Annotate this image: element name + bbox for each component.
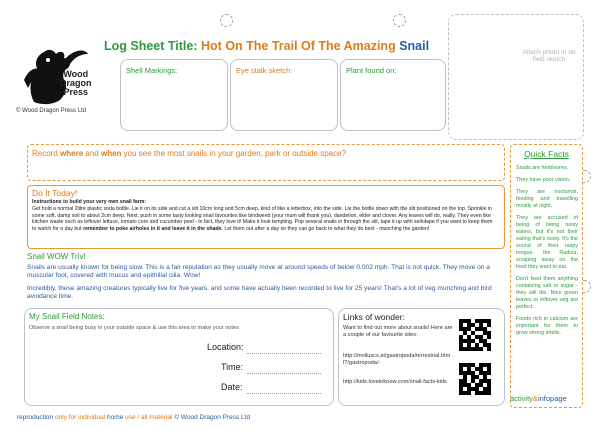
time-line[interactable]: [247, 373, 321, 374]
record-word-when: when: [100, 149, 122, 158]
shell-markings-panel[interactable]: [120, 59, 228, 131]
footer-copyright: © Wood Dragon Press Ltd: [174, 414, 251, 421]
infopage-word: infopage: [537, 394, 567, 403]
trivia-p2: Incredibly, these amazing creatures typically live for five years, and some have actually been recorded to live for 25 years! That's a lot of veg munching and bird avoidance time.: [27, 285, 492, 301]
title-subject-end: Snail: [399, 39, 430, 53]
quick-facts-list: [516, 165, 578, 342]
footer-word-reproduction: reproduction: [17, 414, 54, 421]
quick-fact: Don't feed them anything containing salt or sugar - they will die. Nice green leaves or leftover veg are perfect.: [516, 276, 578, 310]
trivia-p1: Snails are usually known for being slow. This is a fair reputation as they usually move at around speeds of below 0.002 mph. That is not quick. They move on a muscular foot, covered with mucus and epithilial cilia. Wow!: [27, 264, 490, 280]
trivia-heading: Snail WOW Triv!: [27, 252, 86, 261]
brand-name-line2: Dragon: [60, 78, 92, 88]
links-intro: Want to find out more about snails! Here are a couple of our favourite sites:: [343, 325, 453, 338]
page-title: [104, 39, 429, 53]
eye-stalk-panel[interactable]: [230, 59, 338, 131]
qr-code-icon[interactable]: [459, 319, 491, 351]
do-it-today-box: [27, 185, 505, 249]
title-subject: Hot On The Trail Of The Amazing: [201, 39, 396, 53]
attach-photo-label: Attach photo or do field sketch: [522, 49, 576, 63]
brand-copyright: © Wood Dragon Press Ltd: [16, 108, 87, 114]
date-label: Date:: [221, 382, 243, 392]
do-it-body-text: Get hold a normal 2litre plastic soda bottle. Lie it on its side and cut a slit 10cm long and 5cm deep, kind of like a letterbox, into the side. Lie the bottle down with the slit positioned on the top. Sprinkle in some soft, damp soil to about 2cm deep. Next, push in some tasty looking snail favourites like bindweed (your mum will thank you), dandelion, elder and clover. Any leaves will do, really. They even like kitchen waste such as leftover lettuce, tomato core and cucumber peel - in fact, they love it! Make it look tempting. Pop several snails in through the slit, tape it up with sellotape if you want to keep them to watch for a day but: [32, 206, 493, 232]
field-notes-heading: My Snail Field Notes:: [29, 312, 105, 321]
links-heading: Links of wonder:: [343, 312, 405, 322]
quick-fact: They are accused of being of being noisy eaters, but it's not their eating that's noisy. It's the sound of their raspy tongue, the Radula, scraping away on the food they want to eat.: [516, 215, 578, 270]
punch-hole-top-right: [393, 14, 406, 27]
qr-code-icon-2[interactable]: [459, 363, 491, 395]
brand-name-line1: Wood: [63, 69, 89, 79]
quick-fact: They are nocturnal, feeding and travelling mostly at night.: [516, 189, 578, 209]
quick-facts-heading: Quick Facts: [524, 149, 569, 159]
do-it-body: [32, 206, 498, 232]
plant-found-label: Plant found on:: [346, 66, 397, 75]
do-it-body-bold: remember to poke airholes in it and leave it in the shade.: [83, 225, 223, 232]
eye-stalk-label: Eye stalk sketch:: [236, 66, 293, 75]
field-notes-instruction: Observe a snail being busy in your outside space & use this area to make your notes: [29, 325, 239, 331]
date-line[interactable]: [247, 393, 321, 394]
link-molluscs[interactable]: http://molluscs.at/gastropoda/terrestrial.html?/gastropoda/-: [343, 353, 451, 366]
links-box: [338, 308, 505, 406]
location-line[interactable]: [247, 353, 321, 354]
shell-markings-label: Shell Markings:: [126, 66, 178, 75]
footer-reproduction: [17, 414, 250, 421]
do-it-heading: Do It Today!: [32, 188, 78, 198]
time-label: Time:: [221, 362, 244, 372]
quick-fact: Snails are herbivores.: [516, 165, 569, 171]
plant-found-panel[interactable]: [340, 59, 446, 131]
do-it-subheading: Instructions to build your very own snail farm:: [32, 199, 147, 205]
activity-infopage-label: [510, 394, 567, 403]
brand-name: [60, 70, 92, 97]
activity-word: activity: [510, 394, 533, 403]
do-it-body-end: Let them out after a day so they can go back to what they do best - munching the garden!: [224, 225, 430, 232]
location-label: Location:: [207, 342, 244, 352]
footer-all-material: / all material: [137, 414, 173, 421]
record-rest: you see the most snails in your garden, park or outside space?: [123, 149, 347, 158]
title-prefix: Log Sheet Title:: [104, 39, 198, 53]
record-box[interactable]: [27, 144, 505, 181]
quick-facts-box: [510, 144, 583, 408]
footer-word-home: home: [107, 414, 124, 421]
brand-name-line3: Press: [63, 87, 89, 97]
record-word-and: and: [85, 149, 99, 158]
ampersand: &: [532, 394, 538, 403]
record-word-1: Record: [32, 149, 58, 158]
record-word-where: where: [60, 149, 84, 158]
quick-fact: Foods rich in calcium are important for them to grow strong shells.: [516, 316, 578, 336]
photo-panel[interactable]: [448, 14, 584, 140]
field-notes-box[interactable]: [24, 308, 334, 406]
punch-hole-top-left: [220, 14, 233, 27]
footer-word-use: use: [125, 414, 136, 421]
link-lovetoknow[interactable]: http://kids.lovetoknow.com/snail-facts-kids: [343, 379, 447, 385]
record-prompt: [32, 149, 346, 158]
footer-only-for: only for individual: [54, 414, 106, 421]
quick-fact: They have poor vision.: [516, 177, 571, 183]
